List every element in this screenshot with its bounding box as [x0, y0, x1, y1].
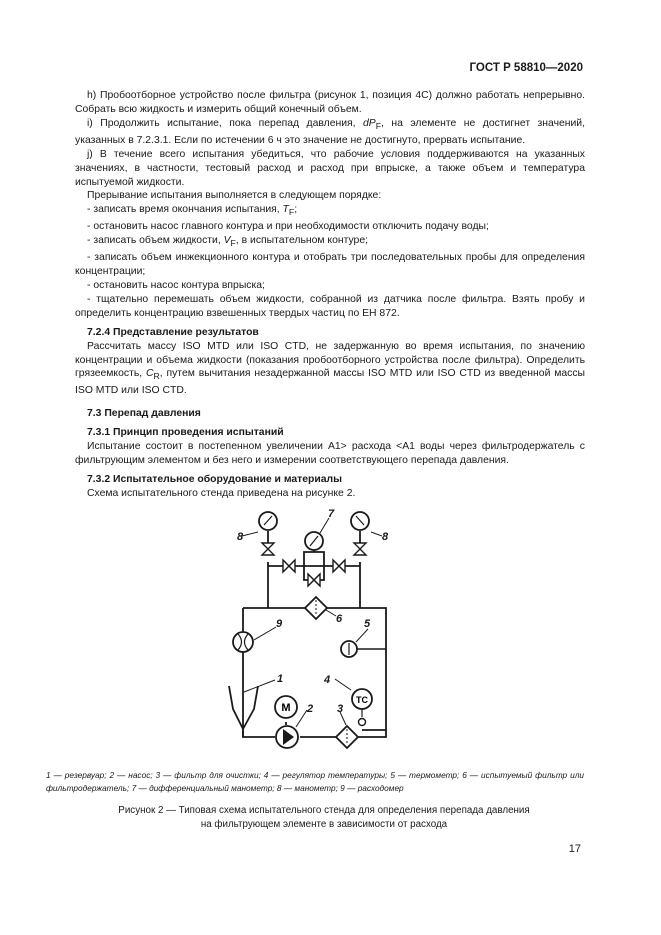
text: i) Продолжить испытание, пока перепад давления,	[87, 117, 364, 129]
list-item: - остановить насос контура впрыска;	[87, 280, 265, 292]
leader-line	[320, 518, 329, 533]
text: ;	[294, 204, 298, 216]
text: Рассчитать массу ISO MTD или ISO CTD, не задержанную во время испытания, по значению концентрации и объема жидкости (показания пробоотборного устройства после фильтра). Определить грязеемкость,	[75, 340, 585, 380]
leader-line	[254, 627, 276, 640]
leader-line	[326, 610, 336, 616]
section-heading: 7.2.4 Представление результатов	[87, 326, 259, 338]
section-heading: 7.3 Перепад давления	[87, 408, 201, 420]
leader-line	[296, 710, 307, 727]
valve-icon	[333, 560, 345, 572]
section-heading: 7.3.1 Принцип проведения испытаний	[87, 427, 284, 439]
callout-4: 4	[324, 674, 331, 686]
symbol: T	[282, 204, 289, 216]
paragraph-h: h) Пробоотборное устройство после фильтра (рисунок 1, позиция 4C) должно работать непрерывно. Собрать всю жидкость и измерить общий конечный объем.	[75, 90, 585, 115]
callout-5: 5	[364, 618, 371, 630]
leader-line	[371, 532, 382, 536]
callout-8: 8	[382, 531, 389, 543]
text: , в испытательном контуре;	[235, 235, 368, 247]
valve-icon	[262, 543, 274, 555]
pipe	[326, 608, 386, 737]
text: , путем вычитания незадержанной массы ISO MTD или ISO CTD из введенной массы ISO MTD или ISO CTD.	[75, 368, 585, 397]
text: - записать время окончания испытания,	[87, 204, 283, 216]
motor-label: M	[281, 702, 291, 714]
flowmeter-icon	[233, 632, 253, 652]
callout-2: 2	[307, 703, 314, 715]
section-heading: 7.3.2 Испытательное оборудование и материалы	[87, 473, 343, 485]
text: , на элементе не достигнет значений, указанных в 7.2.3.1. Если по истечении 6 ч это значение не достигнуто, прервать испытание.	[75, 117, 586, 146]
paragraph-equipment: Схема испытательного стенда приведена на рисунке 2.	[87, 487, 356, 499]
sensor-icon	[359, 719, 366, 726]
subscript: F	[230, 238, 236, 249]
pipe	[304, 566, 324, 580]
paragraph-j: j) В течение всего испытания убедиться, что рабочие условия поддерживаются на указанных значениях, в частности, тестовый расход и расход при впрыске, а также объем и температура испытуемой жидкости.	[75, 148, 585, 188]
valve-icon	[308, 574, 320, 586]
callout-1: 1	[277, 673, 284, 685]
leader-line	[335, 679, 351, 690]
valve-icon	[354, 543, 366, 555]
leader-line	[242, 532, 258, 536]
callout-6: 6	[336, 613, 343, 625]
caption-line: на фильтрующем элементе в зависимости от расхода	[200, 818, 448, 830]
list-item: - записать объем инжекционного контура и отобрать три последовательных пробы для определения концентрации;	[75, 252, 585, 278]
document-id: ГОСТ Р 58810—2020	[469, 62, 583, 74]
caption-line: Рисунок 2 — Типовая схема испытательного стенда для определения перепада давления	[118, 805, 530, 816]
paragraph-principle: Испытание состоит в постепенном увеличении А1> расхода <А1 воды через фильтродержатель с фильтрующим элементом и без него и измерении соответствующего перепада давления.	[75, 441, 585, 467]
list-item: - тщательно перемешать объем жидкости, собранной из датчика после фильтра. Взять пробу и определить концентрацию взвешенных твердых частиц по ЕН 872.	[75, 293, 585, 319]
paragraph-stop: Прерывание испытания выполняется в следующем порядке:	[87, 190, 382, 202]
subscript: F	[375, 120, 382, 131]
figure-legend: 1 — резервуар; 2 — насос; 3 — фильтр для очистки; 4 — регулятор температуры; 5 — термометр; 6 — испытуемый фильтр или фильтродержатель; 7 — дифференциальный манометр; 8 — манометр; 9 — расходомер	[46, 770, 584, 793]
pipe	[304, 552, 324, 566]
valve-icon	[283, 560, 295, 572]
page-number: 17	[568, 843, 581, 855]
subscript: F	[288, 207, 295, 218]
callout-9: 9	[276, 618, 283, 630]
callout-3: 3	[337, 703, 344, 715]
text: - записать объем жидкости,	[87, 235, 224, 247]
pipe	[243, 608, 275, 737]
figure-caption	[46, 804, 602, 831]
symbol: dP	[363, 117, 376, 129]
leader-line	[244, 680, 275, 692]
callout-7: 7	[328, 508, 335, 520]
subscript: R	[153, 371, 160, 382]
callout-8: 8	[237, 531, 244, 543]
leader-line	[356, 629, 368, 642]
list-item: - остановить насос главного контура и при необходимости отключить подачу воды;	[87, 221, 489, 233]
symbol: V	[223, 235, 231, 247]
thermostat-label: TC	[356, 695, 368, 705]
symbol: C	[145, 368, 154, 380]
